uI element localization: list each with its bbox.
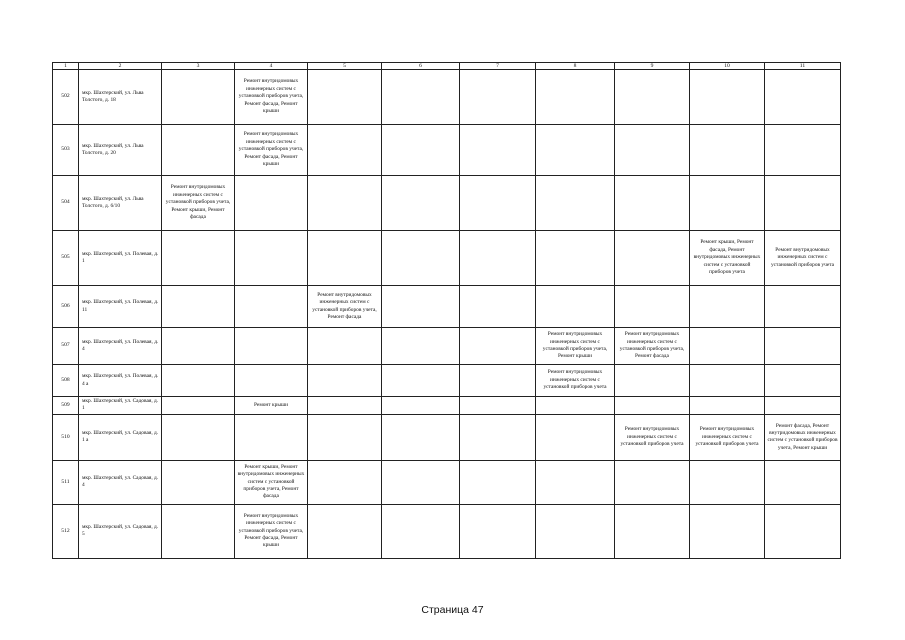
work-cell-11: Ремонт фасада, Ремонт внутридомовых инженерных систем с установкой приборов учета, Ремонт крыши bbox=[765, 414, 841, 460]
work-cell-9 bbox=[615, 231, 690, 286]
work-cell-5 bbox=[308, 70, 382, 125]
work-cell-11 bbox=[765, 286, 841, 328]
work-cell-5 bbox=[308, 504, 382, 558]
row-number: 509 bbox=[53, 397, 79, 415]
row-number: 504 bbox=[53, 176, 79, 231]
column-header: 9 bbox=[615, 63, 690, 70]
work-cell-4: Ремонт крыши bbox=[235, 397, 308, 415]
work-cell-6 bbox=[382, 460, 460, 504]
work-cell-3 bbox=[162, 414, 235, 460]
work-cell-8: Ремонт внутридомовых инженерных систем с установкой приборов учета bbox=[536, 365, 615, 397]
work-cell-10 bbox=[690, 286, 765, 328]
work-cell-6 bbox=[382, 176, 460, 231]
work-cell-11 bbox=[765, 365, 841, 397]
work-cell-9 bbox=[615, 125, 690, 176]
work-cell-3 bbox=[162, 504, 235, 558]
work-cell-3 bbox=[162, 460, 235, 504]
work-cell-10 bbox=[690, 70, 765, 125]
work-cell-11 bbox=[765, 397, 841, 415]
column-header: 10 bbox=[690, 63, 765, 70]
work-cell-7 bbox=[460, 176, 536, 231]
work-cell-10 bbox=[690, 176, 765, 231]
work-cell-4 bbox=[235, 286, 308, 328]
work-cell-7 bbox=[460, 397, 536, 415]
address-cell: мкр. Шахтерский, ул. Садовая, д. 4 bbox=[79, 460, 162, 504]
table-row bbox=[53, 397, 841, 415]
address-cell: мкр. Шахтерский, ул. Полевая, д. 4 а bbox=[79, 365, 162, 397]
work-cell-6 bbox=[382, 286, 460, 328]
column-header: 6 bbox=[382, 63, 460, 70]
work-cell-5 bbox=[308, 365, 382, 397]
work-cell-3 bbox=[162, 365, 235, 397]
work-cell-7 bbox=[460, 70, 536, 125]
column-header: 2 bbox=[79, 63, 162, 70]
column-header: 5 bbox=[308, 63, 382, 70]
header-row bbox=[53, 63, 841, 70]
work-cell-7 bbox=[460, 328, 536, 365]
work-cell-11 bbox=[765, 504, 841, 558]
work-cell-9 bbox=[615, 504, 690, 558]
work-cell-6 bbox=[382, 70, 460, 125]
work-cell-11 bbox=[765, 460, 841, 504]
work-cell-3 bbox=[162, 70, 235, 125]
work-cell-4: Ремонт крыши, Ремонт внутридомовых инженерных систем с установкой приборов учета, Ремонт фасада bbox=[235, 460, 308, 504]
work-cell-9 bbox=[615, 397, 690, 415]
schedule-table bbox=[52, 62, 841, 559]
work-cell-7 bbox=[460, 231, 536, 286]
work-cell-8 bbox=[536, 176, 615, 231]
address-cell: мкр. Шахтерский, ул. Садовая, д. 1 а bbox=[79, 414, 162, 460]
work-cell-8 bbox=[536, 504, 615, 558]
table-row bbox=[53, 365, 841, 397]
work-cell-5 bbox=[308, 125, 382, 176]
work-cell-6 bbox=[382, 504, 460, 558]
work-cell-4 bbox=[235, 231, 308, 286]
work-cell-10 bbox=[690, 397, 765, 415]
work-cell-8 bbox=[536, 397, 615, 415]
work-cell-7 bbox=[460, 414, 536, 460]
table-row bbox=[53, 328, 841, 365]
table-row bbox=[53, 70, 841, 125]
row-number: 511 bbox=[53, 460, 79, 504]
work-cell-5 bbox=[308, 397, 382, 415]
work-cell-4: Ремонт внутридомовых инженерных систем с установкой приборов учета, Ремонт фасада, Ремонт крыши bbox=[235, 504, 308, 558]
work-cell-9 bbox=[615, 70, 690, 125]
work-cell-4 bbox=[235, 414, 308, 460]
work-cell-5: Ремонт внутридомовых инженерных систем с установкой приборов учета, Ремонт фасада bbox=[308, 286, 382, 328]
work-cell-6 bbox=[382, 414, 460, 460]
work-cell-8 bbox=[536, 286, 615, 328]
work-cell-3 bbox=[162, 397, 235, 415]
row-number: 503 bbox=[53, 125, 79, 176]
table-row bbox=[53, 286, 841, 328]
work-cell-6 bbox=[382, 397, 460, 415]
work-cell-8 bbox=[536, 231, 615, 286]
table-row bbox=[53, 460, 841, 504]
work-cell-7 bbox=[460, 460, 536, 504]
row-number: 506 bbox=[53, 286, 79, 328]
work-cell-5 bbox=[308, 231, 382, 286]
work-cell-4 bbox=[235, 328, 308, 365]
work-cell-7 bbox=[460, 365, 536, 397]
work-cell-4: Ремонт внутридомовых инженерных систем с установкой приборов учета, Ремонт фасада, Ремонт крыши bbox=[235, 70, 308, 125]
row-number: 502 bbox=[53, 70, 79, 125]
table-row bbox=[53, 414, 841, 460]
work-cell-11: Ремонт внутридомовых инженерных систем с установкой приборов учета bbox=[765, 231, 841, 286]
work-cell-3 bbox=[162, 328, 235, 365]
work-cell-9 bbox=[615, 460, 690, 504]
table-body bbox=[53, 63, 841, 559]
work-cell-6 bbox=[382, 125, 460, 176]
column-header: 8 bbox=[536, 63, 615, 70]
table-row bbox=[53, 504, 841, 558]
column-header: 7 bbox=[460, 63, 536, 70]
row-number: 505 bbox=[53, 231, 79, 286]
work-cell-5 bbox=[308, 176, 382, 231]
work-cell-8 bbox=[536, 125, 615, 176]
work-cell-11 bbox=[765, 176, 841, 231]
work-cell-6 bbox=[382, 328, 460, 365]
table-row bbox=[53, 176, 841, 231]
work-cell-8: Ремонт внутридомовых инженерных систем с установкой приборов учета, Ремонт крыши bbox=[536, 328, 615, 365]
work-cell-6 bbox=[382, 365, 460, 397]
work-cell-10 bbox=[690, 460, 765, 504]
work-cell-4: Ремонт внутридомовых инженерных систем с установкой приборов учета, Ремонт фасада, Ремонт крыши bbox=[235, 125, 308, 176]
row-number: 510 bbox=[53, 414, 79, 460]
work-cell-3: Ремонт внутридомовых инженерных систем с установкой приборов учета, Ремонт крыши, Ремонт фасада bbox=[162, 176, 235, 231]
work-cell-11 bbox=[765, 328, 841, 365]
work-cell-9: Ремонт внутридомовых инженерных систем с установкой приборов учета bbox=[615, 414, 690, 460]
address-cell: мкр. Шахтерский, ул. Полевая, д. 1 bbox=[79, 231, 162, 286]
work-cell-8 bbox=[536, 460, 615, 504]
work-cell-10 bbox=[690, 125, 765, 176]
column-header: 1 bbox=[53, 63, 79, 70]
address-cell: мкр. Шахтерский, ул. Полевая, д. 11 bbox=[79, 286, 162, 328]
work-cell-10: Ремонт крыши, Ремонт фасада, Ремонт внутридомовых инженерных систем с установкой приборов учета bbox=[690, 231, 765, 286]
work-cell-10 bbox=[690, 328, 765, 365]
table-row bbox=[53, 125, 841, 176]
work-cell-5 bbox=[308, 460, 382, 504]
work-cell-9 bbox=[615, 176, 690, 231]
column-header: 4 bbox=[235, 63, 308, 70]
work-cell-8 bbox=[536, 414, 615, 460]
work-cell-4 bbox=[235, 176, 308, 231]
row-number: 508 bbox=[53, 365, 79, 397]
row-number: 512 bbox=[53, 504, 79, 558]
work-cell-9: Ремонт внутридомовых инженерных систем с установкой приборов учета, Ремонт фасада bbox=[615, 328, 690, 365]
work-cell-5 bbox=[308, 328, 382, 365]
work-cell-6 bbox=[382, 231, 460, 286]
table-row bbox=[53, 231, 841, 286]
work-cell-3 bbox=[162, 125, 235, 176]
address-cell: мкр. Шахтерский, ул. Льва Толстого, д. 6/10 bbox=[79, 176, 162, 231]
work-cell-10 bbox=[690, 504, 765, 558]
column-header: 11 bbox=[765, 63, 841, 70]
work-cell-9 bbox=[615, 286, 690, 328]
address-cell: мкр. Шахтерский, ул. Полевая, д. 4 bbox=[79, 328, 162, 365]
work-cell-7 bbox=[460, 125, 536, 176]
address-cell: мкр. Шахтерский, ул. Льва Толстого, д. 20 bbox=[79, 125, 162, 176]
work-cell-8 bbox=[536, 70, 615, 125]
column-header: 3 bbox=[162, 63, 235, 70]
work-cell-3 bbox=[162, 286, 235, 328]
work-cell-10: Ремонт внутридомовых инженерных систем с установкой приборов учета bbox=[690, 414, 765, 460]
work-cell-9 bbox=[615, 365, 690, 397]
work-cell-11 bbox=[765, 125, 841, 176]
work-cell-3 bbox=[162, 231, 235, 286]
address-cell: мкр. Шахтерский, ул. Садовая, д. 1 bbox=[79, 397, 162, 415]
work-cell-4 bbox=[235, 365, 308, 397]
page-number: Страница 47 bbox=[421, 604, 484, 616]
address-cell: мкр. Шахтерский, ул. Льва Толстого, д. 18 bbox=[79, 70, 162, 125]
work-cell-7 bbox=[460, 286, 536, 328]
address-cell: мкр. Шахтерский, ул. Садовая, д. 5 bbox=[79, 504, 162, 558]
row-number: 507 bbox=[53, 328, 79, 365]
work-cell-7 bbox=[460, 504, 536, 558]
work-cell-11 bbox=[765, 70, 841, 125]
work-cell-5 bbox=[308, 414, 382, 460]
work-cell-10 bbox=[690, 365, 765, 397]
